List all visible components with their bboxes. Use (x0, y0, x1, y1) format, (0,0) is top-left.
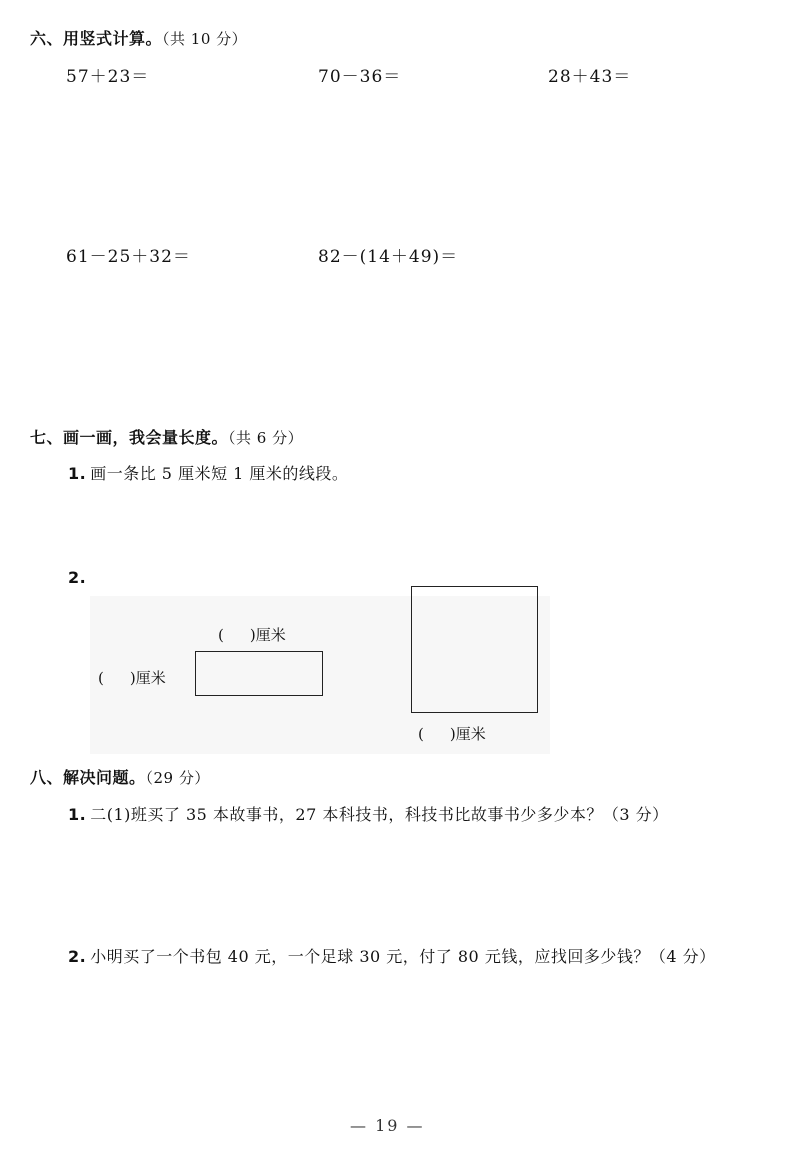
rectangle-shape (195, 651, 323, 696)
question-text: 二(1)班买了 35 本故事书，27 本科技书，科技书比故事书少多少本？（3 分） (90, 805, 669, 824)
calc-problem-1: 57＋23＝ (66, 67, 150, 87)
section-8-score: （29 分） (145, 769, 210, 787)
section-6-heading (30, 26, 247, 49)
section-7-score: （共 6 分） (228, 429, 304, 447)
question-number: 2. (68, 568, 87, 587)
question-number: 1. (68, 464, 87, 483)
label-unit: )厘米 (449, 725, 486, 743)
section-6-title: 六、用竖式计算。 (30, 29, 163, 48)
section-7-question-2 (68, 568, 90, 587)
label-open-paren: ( (98, 669, 104, 687)
label-open-paren: ( (218, 626, 224, 644)
square-shape (411, 586, 538, 713)
calc-problem-5: 82－(14＋49)＝ (318, 247, 459, 267)
calc-problem-4: 61－25＋32＝ (66, 247, 191, 267)
question-number: 2. (68, 947, 87, 966)
label-unit: )厘米 (249, 626, 286, 644)
section-8-question-1 (68, 802, 669, 825)
rectangle-width-label (98, 667, 166, 688)
section-8-question-2 (68, 944, 716, 967)
section-8-heading (30, 765, 210, 788)
calc-problem-2: 70－36＝ (318, 67, 402, 87)
question-number: 1. (68, 805, 87, 824)
page-number: — 19 — (350, 1116, 425, 1135)
section-6-score: （共 10 分） (162, 30, 248, 48)
question-text: 小明买了一个书包 40 元，一个足球 30 元，付了 80 元钱，应找回多少钱？（4 分） (90, 947, 716, 966)
label-open-paren: ( (418, 725, 424, 743)
rectangle-length-label (218, 624, 286, 645)
section-8-title: 八、解决问题。 (30, 768, 146, 787)
question-text: 画一条比 5 厘米短 1 厘米的线段。 (90, 464, 349, 483)
section-7-title: 七、画一画，我会量长度。 (30, 428, 229, 447)
section-7-heading (30, 425, 303, 448)
square-side-label (418, 723, 486, 744)
label-unit: )厘米 (129, 669, 166, 687)
section-7-question-1 (68, 461, 348, 484)
calc-problem-3: 28＋43＝ (548, 67, 632, 87)
